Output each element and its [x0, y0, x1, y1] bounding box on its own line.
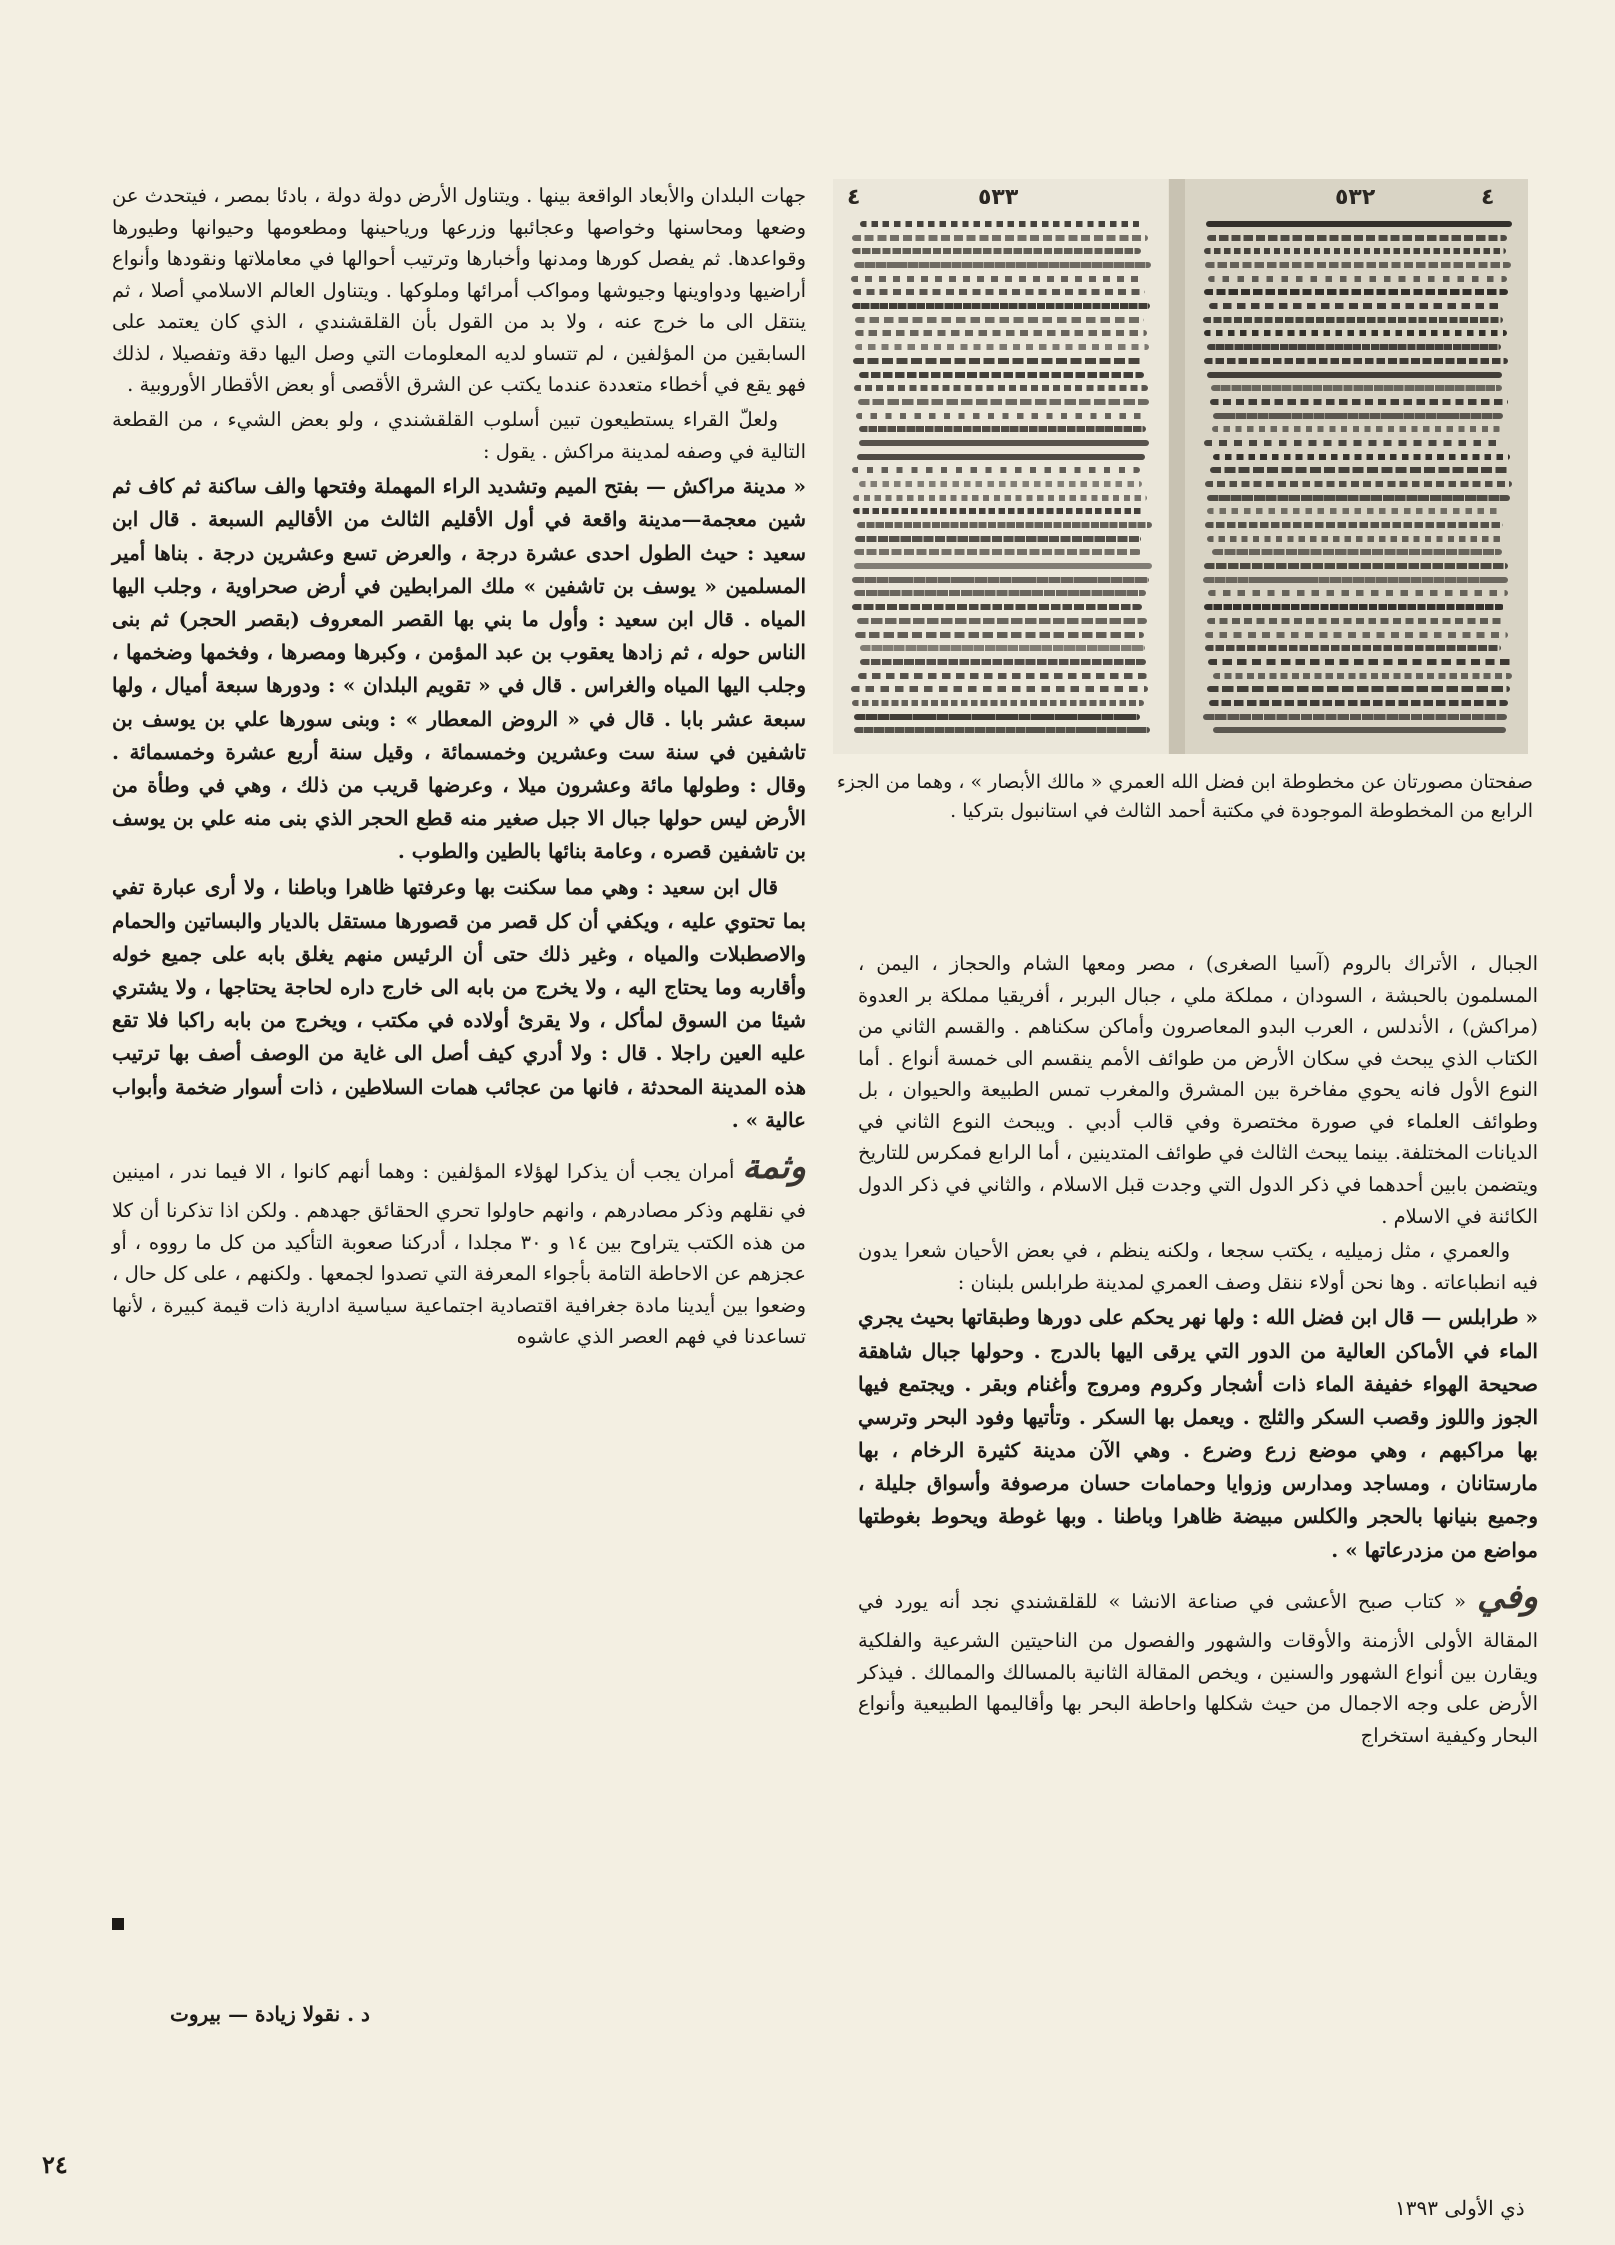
manuscript-script-line: [854, 549, 1142, 555]
manuscript-script-line: [852, 467, 1140, 473]
manuscript-script-line: [853, 495, 1146, 501]
manuscript-script-line: [851, 276, 1141, 282]
closing-text: « كتاب صبح الأعشى في صناعة الانشا » للقلقشندي نجد أنه يورد في المقالة الأولى الأزمنة والأوقات والشهور والفصول من الناحيتين الشرعية والفلكية ويقارن بين أنواع الشهور والسنين ، ويخص المقالة الثانية بالمسالك والممالك . فيذكر الأرض على وجه الاجمال من حيث شكلها واحاطة البحر بها وأقاليمها الطبيعية وأنواع البحار وكيفية استخراج: [858, 1589, 1538, 1747]
right-column: [858, 948, 1538, 1754]
closing-text: أمران يجب أن يذكرا لهؤلاء المؤلفين : وهما أنهم كانوا ، الا فيما ندر ، امينين في نقلهم وذكر مصادرهم ، وانهم حاولوا تحري الحقائق جهدهم . ولكن اذا تذكرنا أن كلا من هذه الكتب يتراوح بين ١٤ و ٣٠ مجلدا ، أدركنا صعوبة التأكيد من كل ما رووه ، أو عجزهم عن الاحاطة التامة بأجواء المعرفة التي تصدوا لجمعها . ولكنهم ، على كل حال ، وضعوا بين أيدينا مادة جغرافية اقتصادية اجتماعية سياسية ادارية ذات قيمة كبيرة ، لأنها تساعدنا في فهم العصر الذي عاشوه: [112, 1159, 806, 1349]
manuscript-script-line: [853, 508, 1143, 514]
body-paragraph: ولعلّ القراء يستطيعون تبين أسلوب القلقشندي ، ولو بعض الشيء ، من القطعة التالية في وصفه لمدينة مراكش . يقول :: [112, 408, 806, 463]
manuscript-script-line: [1210, 467, 1509, 473]
quote-marrakesh-continued: قال ابن سعيد : وهي مما سكنت بها وعرفتها ظاهرا وباطنا ، ولا أرى عبارة تفي بما تحتوي عليه ، ويكفي أن كل قصر من قصورها مستقل بالديار والبساتين والحمام والاصطبلات والمياه ، وغير ذلك حتى أن الرئيس منهم يغلق بابه على جميع خوله وأقاربه وما يحتاج اليه ، ولا يخرج من بابه الى خارج داره لحاجة يحتاجها ، ولا يشتري شيئا من السوق لمأكل ، ولا يقرئ أولاده في مكتب ، ويخرج من بابه راكبا فلا تقع عليه العين راجلا . قال : ولا أدري كيف أصل الى غاية من الوصف أصف بها ترتيب هذه المدينة المحدثة ، فانها من عجائب همات السلاطين ، ذات أسوار ضخمة وأبواب عالية » .: [112, 875, 806, 1132]
manuscript-script-line: [1205, 481, 1512, 487]
manuscript-script-line: [1210, 399, 1507, 405]
manuscript-script-line: [1204, 563, 1508, 569]
manuscript-script-line: [1204, 358, 1508, 364]
drop-word: وثمة: [742, 1146, 806, 1187]
manuscript-page-number-right: ٥٣٢: [1335, 185, 1376, 210]
manuscript-script-line: [1208, 590, 1508, 596]
manuscript-script-line: [1205, 262, 1511, 268]
end-mark: [112, 1918, 124, 1930]
manuscript-script-line: [858, 399, 1150, 405]
manuscript-script-line: [1204, 440, 1501, 446]
manuscript-script-line: [1207, 618, 1504, 624]
manuscript-script-line: [1207, 686, 1510, 692]
manuscript-script-line: [1208, 659, 1512, 665]
manuscript-volume-right: ٤: [1481, 185, 1495, 210]
manuscript-script-line: [853, 289, 1146, 295]
body-paragraph: جهات البلدان والأبعاد الواقعة بينها . ويتناول الأرض دولة دولة ، بادئا بمصر ، فيتحدث عن وضعها ومحاسنها وخواصها وعجائبها وزرعها ورياحينها ومطعومها وحيوانها وطيورها وقواعدها. ثم يفصل كورها ومدنها وأخبارها وترتيب أحوالها في معاملاتها ونقودها وأنواع أراضيها ودواوينها وجيوشها ومواكب أمرائها وملوكها . ويتناول العالم الاسلامي أصلا ، ثم ينتقل الى ما خرج عنه ، ولا بد من القول بأن القلقشندي ، الذي كان يعتمد على السابقين من المؤلفين ، لم تتساو لديه المعلومات التي وصل اليها دقة وتفصيلا ، لذلك فهو يقع في أخطاء متعددة عندما يكتب عن الشرق الأقصى أو بعض الأقطار الأوروبية .: [112, 184, 806, 397]
manuscript-script-line: [855, 632, 1144, 638]
manuscript-script-line: [1208, 276, 1507, 282]
manuscript-script-line: [1207, 495, 1510, 501]
manuscript-script-line: [1205, 645, 1501, 651]
closing-paragraph: [112, 1140, 806, 1353]
manuscript-script-line: [856, 413, 1147, 419]
manuscript-script-line: [1205, 632, 1508, 638]
manuscript-script-line: [855, 317, 1145, 323]
manuscript-script-line: [1213, 673, 1512, 679]
manuscript-script-line: [859, 440, 1149, 446]
manuscript-page-number-left: ٥٣٣: [978, 185, 1019, 210]
manuscript-script-line: [1203, 317, 1503, 323]
manuscript-volume-left: ٤: [847, 185, 861, 210]
manuscript-script-line: [1213, 727, 1506, 733]
manuscript-script-line: [854, 727, 1150, 733]
manuscript-script-line: [1204, 289, 1509, 295]
manuscript-script-line: [1206, 221, 1512, 227]
author-signature: د . نقولا زيادة — بيروت: [170, 2002, 370, 2026]
manuscript-script-line: [857, 522, 1152, 528]
manuscript-script-line: [852, 235, 1147, 241]
manuscript-photo: [833, 179, 1528, 754]
body-paragraph: والعمري ، مثل زميليه ، يكتب سجعا ، ولكنه ينظم ، في بعض الأحيان شعرا يدون فيه انطباعاته . وها نحن أولاء ننقل وصف العمري لمدينة طرابلس بلبنان :: [858, 1239, 1538, 1294]
manuscript-script-line: [860, 645, 1145, 651]
manuscript-script-line: [858, 673, 1146, 679]
manuscript-script-line: [852, 303, 1150, 309]
manuscript-script-line: [852, 248, 1141, 254]
manuscript-script-line: [1207, 372, 1502, 378]
manuscript-script-line: [1207, 344, 1501, 350]
manuscript-script-line: [1203, 714, 1507, 720]
issue-date: ذي الأولى ١٣٩٣: [1395, 2196, 1525, 2220]
manuscript-script-line: [855, 536, 1141, 542]
manuscript-script-line: [859, 481, 1143, 487]
manuscript-script-line: [854, 590, 1146, 596]
manuscript-script-line: [859, 426, 1145, 432]
manuscript-script-line: [854, 563, 1152, 569]
manuscript-script-line: [852, 577, 1149, 583]
quote-tripoli: « طرابلس — قال ابن فضل الله : ولها نهر يحكم على دورها وطبقاتها بحيث يجري الماء في الأماكن العالية من الدور التي يرقى اليها بالدرج . وحولها جبال شاهقة صحيحة الهواء خفيفة الماء ذات أشجار وكروم ومروج وأغنام وبقر . ويجتمع فيها الجوز واللوز وقصب السكر والثلج . ويعمل بها السكر . وتأتيها وفود البحر وترسي بها مراكبهم ، وهي موضع زرع وضرع . وهي الآن مدينة كثيرة الرخام ، بها مارستانان ، ومساجد ومدارس وزوايا وحمامات حسان مرصوفة وأسواق جليلة ، وجميع بنيانها بالحجر والكلس مبيضة ظاهرا وباطنا . وبها غوطة ويحوط بغوطتها مواضع من مزدرعاتها » .: [858, 1305, 1538, 1562]
manuscript-script-line: [855, 330, 1147, 336]
manuscript-script-line: [852, 700, 1144, 706]
manuscript-script-line: [1213, 454, 1511, 460]
manuscript-script-right: [1203, 221, 1512, 744]
manuscript-script-left: [851, 221, 1152, 744]
manuscript-script-line: [1211, 385, 1502, 391]
drop-word: وفي: [1476, 1576, 1538, 1617]
manuscript-script-line: [859, 372, 1144, 378]
manuscript-script-line: [1205, 522, 1503, 528]
manuscript-script-line: [855, 344, 1150, 350]
manuscript-script-line: [1213, 413, 1503, 419]
manuscript-script-line: [854, 714, 1141, 720]
page-number: ٢٤: [42, 2150, 68, 2179]
manuscript-script-line: [853, 358, 1143, 364]
manuscript-script-line: [860, 221, 1141, 227]
manuscript-script-line: [1204, 604, 1504, 610]
manuscript-script-line: [1203, 577, 1507, 583]
manuscript-gutter: [1169, 179, 1185, 754]
manuscript-script-line: [1207, 536, 1501, 542]
quote-marrakesh: « مدينة مراكش — بفتح الميم وتشديد الراء المهملة وفتحها والف ساكنة ثم كاف ثم شين معجمة—مدينة واقعة في أول الأقليم الثالث من الأقاليم السبعة . قال ابن سعيد : حيث الطول احدى عشرة درجة ، والعرض تسع وعشرين درجة . بناها أمير المسلمين « يوسف بن تاشفين » ملك المرابطين في أرض صحراوية ، وجلب اليها المياه . قال ابن سعيد : وأول ما بني بها القصر المعروف (بقصر الحجر) ثم بنى الناس حوله ، ثم زادها يعقوب بن عبد المؤمن ، وكبرها ومصرها ، وفخمها وضخمها ، وجلب اليها المياه والغراس . قال في « تقويم البلدان » : ودورها سبعة أميال ، ولها سبعة عشر بابا . قال في « الروض المعطار » : وبنى سورها علي بن يوسف بن تاشفين في سنة ست وعشرين وخمسمائة ، وقيل سنة أربع عشرة وخمسمائة . وقال : وطولها مائة وعشرون ميلا ، وعرضها قريب من ذلك ، وهي في وطأة من الأرض ليس حولها جبال الا جبل صغير منه قطع الحجر الذي بنى منه علي بن يوسف بن تاشفين قصره ، وعامة بنائها بالطين والطوب .: [112, 474, 807, 864]
manuscript-script-line: [854, 385, 1149, 391]
manuscript-script-line: [1207, 508, 1502, 514]
manuscript-script-line: [1209, 700, 1508, 706]
manuscript-script-line: [851, 686, 1148, 692]
manuscript-script-line: [1207, 235, 1507, 241]
figure-caption: صفحتان مصورتان عن مخطوطة ابن فضل الله العمري « مالك الأبصار » ، وهما من الجزء الرابع من المخطوطة الموجودة في مكتبة أحمد الثالث في استانبول بتركيا .: [836, 771, 1533, 823]
manuscript-script-line: [1204, 248, 1506, 254]
manuscript-script-line: [852, 604, 1142, 610]
manuscript-script-line: [860, 659, 1146, 665]
manuscript-script-line: [854, 262, 1151, 268]
manuscript-script-line: [857, 618, 1147, 624]
left-column: [112, 180, 806, 1356]
manuscript-script-line: [1204, 330, 1507, 336]
manuscript-script-line: [857, 454, 1144, 460]
manuscript-page-right: [1185, 179, 1528, 754]
body-paragraph: الجبال ، الأتراك بالروم (آسيا الصغرى) ، مصر ومعها الشام والحجاز ، اليمن ، المسلمون بالحبشة ، السودان ، مملكة ملي ، جبال البربر ، أفريقيا مملكة بر العدوة (مراكش) ، الأندلس ، العرب البدو المعاصرون وأماكن سكناهم . والقسم الثاني من الكتاب الذي يبحث في سكان الأرض من طوائف الأمم ينقسم الى خمسة أنواع . أما النوع الأول فانه يحوي مفاخرة بين المشرق والمغرب تمس الطبيعة والحيوان ، بل وطوائف العلماء في صورة مختصرة وفي قالب أدبي . ويبحث النوع الثاني في الديانات المختلفة. بينما يبحث الثالث في طوائف المتدينين ، أما الرابع فمكرس للتاريخ ويتضمن بابين أحدهما في ذكر الدول التي وجدت قبل الاسلام ، والثاني في ذكر الدول الكائنة في الاسلام .: [858, 952, 1538, 1228]
manuscript-script-line: [1209, 303, 1500, 309]
manuscript-page-left: [833, 179, 1168, 754]
manuscript-script-line: [1212, 426, 1501, 432]
manuscript-script-line: [1212, 549, 1501, 555]
closing-paragraph: [858, 1570, 1538, 1751]
